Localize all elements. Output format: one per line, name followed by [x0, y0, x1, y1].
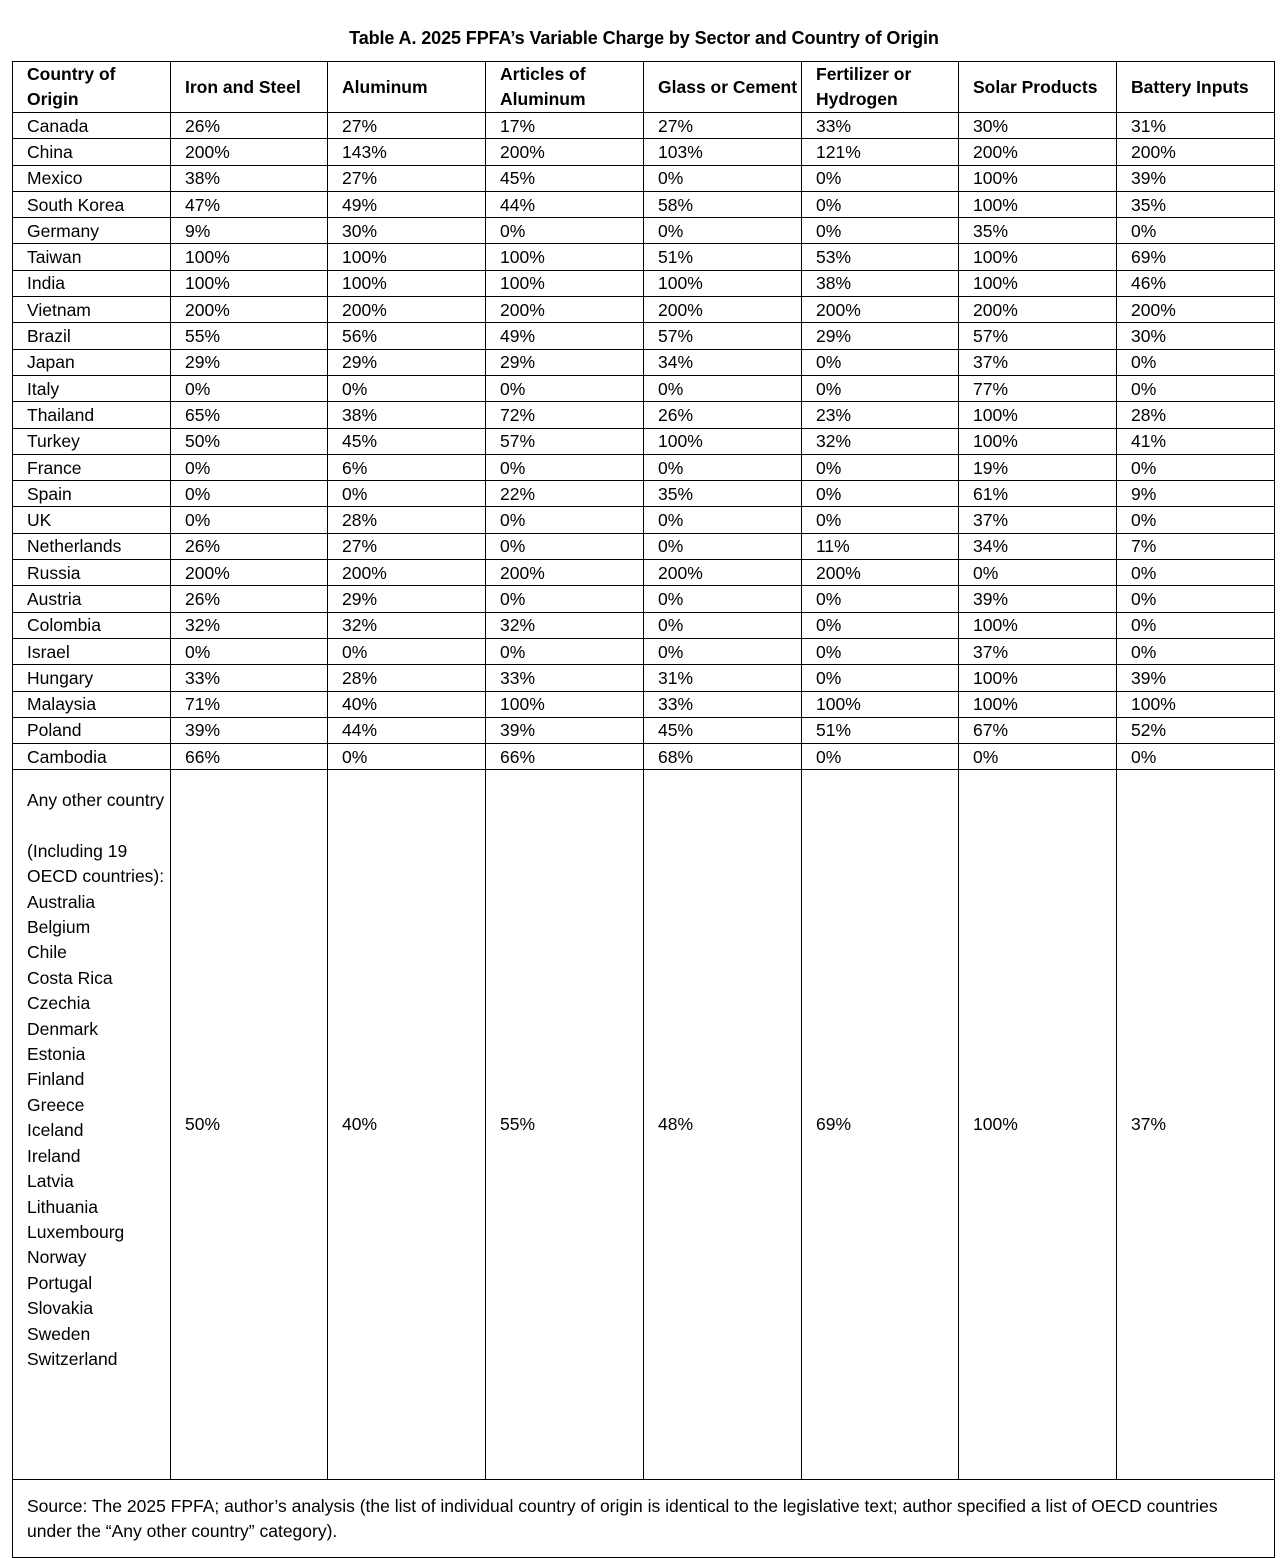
- charge-cell-articles-of-aluminum: 72%: [486, 402, 644, 428]
- charge-cell-fertilizer-or-hydrogen: 100%: [802, 691, 959, 717]
- column-header-glass-or-cement: Glass or Cement: [644, 62, 802, 113]
- charge-cell-battery-inputs: 28%: [1117, 402, 1275, 428]
- charge-cell-glass-or-cement: 68%: [644, 744, 802, 770]
- charge-cell-solar-products: 19%: [959, 454, 1117, 480]
- table-row: [13, 744, 1275, 770]
- charge-cell-solar-products: 37%: [959, 638, 1117, 664]
- country-cell: South Korea: [13, 191, 171, 217]
- charge-cell-battery-inputs: 200%: [1117, 297, 1275, 323]
- charge-cell-solar-products: 100%: [959, 244, 1117, 270]
- charge-cell-battery-inputs: 46%: [1117, 270, 1275, 296]
- charge-cell-solar-products: 100%: [959, 428, 1117, 454]
- charge-cell-battery-inputs: 31%: [1117, 113, 1275, 139]
- oecd-country-item: Chile: [27, 942, 67, 963]
- charge-cell-aluminum: 28%: [328, 665, 486, 691]
- country-cell: Japan: [13, 349, 171, 375]
- charge-cell-solar-products: 61%: [959, 481, 1117, 507]
- charge-cell-articles-of-aluminum: 57%: [486, 428, 644, 454]
- country-cell: Spain: [13, 481, 171, 507]
- table-row: [13, 507, 1275, 533]
- charge-cell-solar-products: 37%: [959, 349, 1117, 375]
- charge-cell-iron-and-steel: 29%: [171, 349, 328, 375]
- country-cell: Russia: [13, 560, 171, 586]
- oecd-country-item: Australia: [27, 891, 96, 912]
- country-cell: Taiwan: [13, 244, 171, 270]
- charge-cell-fertilizer-or-hydrogen: 200%: [802, 560, 959, 586]
- charge-cell-battery-inputs: 7%: [1117, 533, 1275, 559]
- charge-cell-aluminum: 0%: [328, 638, 486, 664]
- charge-cell-solar-products: 67%: [959, 717, 1117, 743]
- charge-cell-fertilizer-or-hydrogen: 0%: [802, 612, 959, 638]
- oecd-country-item: Ireland: [27, 1145, 81, 1166]
- charge-cell-fertilizer-or-hydrogen: 29%: [802, 323, 959, 349]
- other-charge-cell-solar-products: 100%: [959, 770, 1117, 1480]
- any-other-country-label: Any other country: [27, 790, 165, 811]
- charge-cell-iron-and-steel: 0%: [171, 454, 328, 480]
- column-header-iron-and-steel: Iron and Steel: [171, 62, 328, 113]
- charge-cell-iron-and-steel: 200%: [171, 297, 328, 323]
- column-header-battery-inputs: Battery Inputs: [1117, 62, 1275, 113]
- charge-cell-battery-inputs: 0%: [1117, 375, 1275, 401]
- other-charge-cell-articles-of-aluminum: 55%: [486, 770, 644, 1480]
- charge-cell-iron-and-steel: 50%: [171, 428, 328, 454]
- country-cell: India: [13, 270, 171, 296]
- country-cell: Vietnam: [13, 297, 171, 323]
- country-cell: Turkey: [13, 428, 171, 454]
- charge-cell-solar-products: 100%: [959, 691, 1117, 717]
- charge-cell-glass-or-cement: 200%: [644, 297, 802, 323]
- oecd-country-item: Portugal: [27, 1272, 93, 1293]
- charge-cell-aluminum: 45%: [328, 428, 486, 454]
- charge-cell-fertilizer-or-hydrogen: 121%: [802, 139, 959, 165]
- charge-cell-glass-or-cement: 33%: [644, 691, 802, 717]
- charge-cell-articles-of-aluminum: 33%: [486, 665, 644, 691]
- charge-cell-fertilizer-or-hydrogen: 0%: [802, 454, 959, 480]
- oecd-country-item: Luxembourg: [27, 1221, 125, 1242]
- charge-cell-articles-of-aluminum: 200%: [486, 139, 644, 165]
- charge-cell-glass-or-cement: 0%: [644, 638, 802, 664]
- table-row: [13, 586, 1275, 612]
- charge-cell-aluminum: 0%: [328, 744, 486, 770]
- table-row: [13, 244, 1275, 270]
- table-row: [13, 533, 1275, 559]
- charge-cell-solar-products: 57%: [959, 323, 1117, 349]
- charge-cell-iron-and-steel: 55%: [171, 323, 328, 349]
- variable-charge-table: [12, 61, 1275, 1558]
- charge-cell-articles-of-aluminum: 0%: [486, 586, 644, 612]
- table-row: [13, 691, 1275, 717]
- oecd-country-item: Belgium: [27, 917, 91, 938]
- charge-cell-battery-inputs: 69%: [1117, 244, 1275, 270]
- charge-cell-fertilizer-or-hydrogen: 0%: [802, 165, 959, 191]
- table-row: [13, 612, 1275, 638]
- charge-cell-articles-of-aluminum: 0%: [486, 218, 644, 244]
- charge-cell-glass-or-cement: 58%: [644, 191, 802, 217]
- charge-cell-solar-products: 100%: [959, 191, 1117, 217]
- table-row: [13, 270, 1275, 296]
- charge-cell-glass-or-cement: 0%: [644, 454, 802, 480]
- charge-cell-solar-products: 34%: [959, 533, 1117, 559]
- charge-cell-aluminum: 0%: [328, 481, 486, 507]
- other-charge-cell-iron-and-steel: 50%: [171, 770, 328, 1480]
- table-row: [13, 165, 1275, 191]
- table-row: [13, 375, 1275, 401]
- charge-cell-articles-of-aluminum: 0%: [486, 454, 644, 480]
- table-row: [13, 481, 1275, 507]
- charge-cell-fertilizer-or-hydrogen: 33%: [802, 113, 959, 139]
- charge-cell-articles-of-aluminum: 22%: [486, 481, 644, 507]
- charge-cell-glass-or-cement: 0%: [644, 533, 802, 559]
- charge-cell-articles-of-aluminum: 49%: [486, 323, 644, 349]
- table-row: [13, 560, 1275, 586]
- country-cell: Brazil: [13, 323, 171, 349]
- charge-cell-aluminum: 0%: [328, 375, 486, 401]
- charge-cell-iron-and-steel: 100%: [171, 270, 328, 296]
- charge-cell-iron-and-steel: 26%: [171, 113, 328, 139]
- charge-cell-battery-inputs: 0%: [1117, 454, 1275, 480]
- charge-cell-fertilizer-or-hydrogen: 0%: [802, 665, 959, 691]
- charge-cell-aluminum: 27%: [328, 165, 486, 191]
- oecd-country-item: Iceland: [27, 1120, 84, 1141]
- country-cell: Thailand: [13, 402, 171, 428]
- charge-cell-iron-and-steel: 26%: [171, 533, 328, 559]
- charge-cell-fertilizer-or-hydrogen: 38%: [802, 270, 959, 296]
- charge-cell-articles-of-aluminum: 29%: [486, 349, 644, 375]
- charge-cell-articles-of-aluminum: 100%: [486, 691, 644, 717]
- charge-cell-battery-inputs: 0%: [1117, 612, 1275, 638]
- charge-cell-solar-products: 77%: [959, 375, 1117, 401]
- charge-cell-articles-of-aluminum: 66%: [486, 744, 644, 770]
- oecd-country-item: Czechia: [27, 993, 91, 1014]
- source-row: [13, 1480, 1275, 1558]
- charge-cell-aluminum: 200%: [328, 297, 486, 323]
- charge-cell-battery-inputs: 39%: [1117, 165, 1275, 191]
- charge-cell-aluminum: 28%: [328, 507, 486, 533]
- table-row: [13, 139, 1275, 165]
- oecd-note: (Including 19 OECD countries):: [27, 840, 165, 887]
- charge-cell-solar-products: 0%: [959, 744, 1117, 770]
- charge-cell-aluminum: 27%: [328, 113, 486, 139]
- charge-cell-fertilizer-or-hydrogen: 32%: [802, 428, 959, 454]
- charge-cell-articles-of-aluminum: 39%: [486, 717, 644, 743]
- charge-cell-battery-inputs: 0%: [1117, 744, 1275, 770]
- table-row: [13, 349, 1275, 375]
- charge-cell-glass-or-cement: 100%: [644, 428, 802, 454]
- charge-cell-aluminum: 100%: [328, 244, 486, 270]
- charge-cell-iron-and-steel: 32%: [171, 612, 328, 638]
- charge-cell-iron-and-steel: 9%: [171, 218, 328, 244]
- charge-cell-iron-and-steel: 200%: [171, 560, 328, 586]
- country-cell: Poland: [13, 717, 171, 743]
- charge-cell-fertilizer-or-hydrogen: 0%: [802, 481, 959, 507]
- charge-cell-iron-and-steel: 0%: [171, 638, 328, 664]
- any-other-country-cell: [13, 770, 171, 1480]
- charge-cell-battery-inputs: 0%: [1117, 218, 1275, 244]
- other-charge-cell-fertilizer-or-hydrogen: 69%: [802, 770, 959, 1480]
- charge-cell-glass-or-cement: 0%: [644, 586, 802, 612]
- oecd-country-item: Switzerland: [27, 1348, 118, 1369]
- charge-cell-fertilizer-or-hydrogen: 51%: [802, 717, 959, 743]
- header-row: [13, 62, 1275, 113]
- charge-cell-aluminum: 56%: [328, 323, 486, 349]
- charge-cell-aluminum: 44%: [328, 717, 486, 743]
- table-row: [13, 717, 1275, 743]
- charge-cell-articles-of-aluminum: 45%: [486, 165, 644, 191]
- charge-cell-solar-products: 100%: [959, 665, 1117, 691]
- column-header-articles-of-aluminum: Articles of Aluminum: [486, 62, 644, 113]
- charge-cell-iron-and-steel: 100%: [171, 244, 328, 270]
- charge-cell-fertilizer-or-hydrogen: 0%: [802, 744, 959, 770]
- charge-cell-glass-or-cement: 31%: [644, 665, 802, 691]
- other-charge-cell-glass-or-cement: 48%: [644, 770, 802, 1480]
- charge-cell-aluminum: 30%: [328, 218, 486, 244]
- table-row: [13, 638, 1275, 664]
- oecd-country-item: Norway: [27, 1247, 87, 1268]
- charge-cell-iron-and-steel: 39%: [171, 717, 328, 743]
- charge-cell-fertilizer-or-hydrogen: 23%: [802, 402, 959, 428]
- charge-cell-iron-and-steel: 47%: [171, 191, 328, 217]
- charge-cell-battery-inputs: 9%: [1117, 481, 1275, 507]
- charge-cell-glass-or-cement: 0%: [644, 507, 802, 533]
- charge-cell-battery-inputs: 0%: [1117, 586, 1275, 612]
- charge-cell-battery-inputs: 100%: [1117, 691, 1275, 717]
- charge-cell-fertilizer-or-hydrogen: 0%: [802, 349, 959, 375]
- charge-cell-glass-or-cement: 0%: [644, 218, 802, 244]
- table-row: [13, 428, 1275, 454]
- charge-cell-fertilizer-or-hydrogen: 0%: [802, 191, 959, 217]
- charge-cell-battery-inputs: 0%: [1117, 638, 1275, 664]
- country-cell: Cambodia: [13, 744, 171, 770]
- oecd-country-item: Costa Rica: [27, 967, 113, 988]
- charge-cell-fertilizer-or-hydrogen: 0%: [802, 218, 959, 244]
- country-cell: China: [13, 139, 171, 165]
- charge-cell-articles-of-aluminum: 200%: [486, 560, 644, 586]
- charge-cell-battery-inputs: 30%: [1117, 323, 1275, 349]
- charge-cell-fertilizer-or-hydrogen: 53%: [802, 244, 959, 270]
- charge-cell-solar-products: 100%: [959, 402, 1117, 428]
- charge-cell-solar-products: 100%: [959, 612, 1117, 638]
- charge-cell-glass-or-cement: 103%: [644, 139, 802, 165]
- charge-cell-aluminum: 27%: [328, 533, 486, 559]
- table-row: [13, 218, 1275, 244]
- charge-cell-fertilizer-or-hydrogen: 0%: [802, 507, 959, 533]
- charge-cell-fertilizer-or-hydrogen: 11%: [802, 533, 959, 559]
- country-cell: Mexico: [13, 165, 171, 191]
- charge-cell-articles-of-aluminum: 44%: [486, 191, 644, 217]
- charge-cell-aluminum: 49%: [328, 191, 486, 217]
- charge-cell-articles-of-aluminum: 0%: [486, 638, 644, 664]
- oecd-country-item: Sweden: [27, 1323, 91, 1344]
- table-row: [13, 297, 1275, 323]
- charge-cell-aluminum: 38%: [328, 402, 486, 428]
- oecd-country-item: Latvia: [27, 1171, 74, 1192]
- country-cell: Colombia: [13, 612, 171, 638]
- charge-cell-glass-or-cement: 0%: [644, 612, 802, 638]
- charge-cell-iron-and-steel: 0%: [171, 375, 328, 401]
- charge-cell-aluminum: 100%: [328, 270, 486, 296]
- charge-cell-solar-products: 0%: [959, 560, 1117, 586]
- charge-cell-solar-products: 200%: [959, 297, 1117, 323]
- charge-cell-articles-of-aluminum: 0%: [486, 507, 644, 533]
- other-charge-cell-battery-inputs: 37%: [1117, 770, 1275, 1480]
- charge-cell-battery-inputs: 0%: [1117, 349, 1275, 375]
- charge-cell-aluminum: 143%: [328, 139, 486, 165]
- column-header-fertilizer-or-hydrogen: Fertilizer or Hydrogen: [802, 62, 959, 113]
- charge-cell-glass-or-cement: 100%: [644, 270, 802, 296]
- charge-cell-iron-and-steel: 66%: [171, 744, 328, 770]
- charge-cell-battery-inputs: 52%: [1117, 717, 1275, 743]
- charge-cell-solar-products: 35%: [959, 218, 1117, 244]
- charge-cell-solar-products: 30%: [959, 113, 1117, 139]
- oecd-country-item: Estonia: [27, 1044, 86, 1065]
- charge-cell-solar-products: 100%: [959, 165, 1117, 191]
- charge-cell-iron-and-steel: 0%: [171, 507, 328, 533]
- charge-cell-aluminum: 6%: [328, 454, 486, 480]
- charge-cell-fertilizer-or-hydrogen: 0%: [802, 375, 959, 401]
- charge-cell-aluminum: 200%: [328, 560, 486, 586]
- charge-cell-articles-of-aluminum: 17%: [486, 113, 644, 139]
- charge-cell-solar-products: 37%: [959, 507, 1117, 533]
- charge-cell-aluminum: 29%: [328, 586, 486, 612]
- charge-cell-articles-of-aluminum: 0%: [486, 375, 644, 401]
- charge-cell-solar-products: 39%: [959, 586, 1117, 612]
- charge-cell-aluminum: 40%: [328, 691, 486, 717]
- charge-cell-articles-of-aluminum: 100%: [486, 244, 644, 270]
- charge-cell-articles-of-aluminum: 0%: [486, 533, 644, 559]
- country-cell: Netherlands: [13, 533, 171, 559]
- charge-cell-aluminum: 32%: [328, 612, 486, 638]
- charge-cell-glass-or-cement: 0%: [644, 165, 802, 191]
- charge-cell-iron-and-steel: 200%: [171, 139, 328, 165]
- table-row: [13, 191, 1275, 217]
- table-row: [13, 665, 1275, 691]
- charge-cell-iron-and-steel: 33%: [171, 665, 328, 691]
- charge-cell-iron-and-steel: 38%: [171, 165, 328, 191]
- country-cell: Malaysia: [13, 691, 171, 717]
- charge-cell-glass-or-cement: 0%: [644, 375, 802, 401]
- oecd-country-item: Slovakia: [27, 1298, 94, 1319]
- charge-cell-glass-or-cement: 200%: [644, 560, 802, 586]
- charge-cell-battery-inputs: 0%: [1117, 507, 1275, 533]
- column-header-solar-products: Solar Products: [959, 62, 1117, 113]
- column-header-aluminum: Aluminum: [328, 62, 486, 113]
- country-cell: France: [13, 454, 171, 480]
- oecd-country-list: [27, 839, 170, 1373]
- oecd-country-item: Greece: [27, 1094, 85, 1115]
- charge-cell-glass-or-cement: 35%: [644, 481, 802, 507]
- charge-cell-glass-or-cement: 57%: [644, 323, 802, 349]
- any-other-country-row: [13, 770, 1275, 1480]
- charge-cell-fertilizer-or-hydrogen: 200%: [802, 297, 959, 323]
- charge-cell-solar-products: 200%: [959, 139, 1117, 165]
- other-charge-cell-aluminum: 40%: [328, 770, 486, 1480]
- oecd-country-item: Lithuania: [27, 1196, 99, 1217]
- charge-cell-fertilizer-or-hydrogen: 0%: [802, 638, 959, 664]
- country-cell: Germany: [13, 218, 171, 244]
- charge-cell-aluminum: 29%: [328, 349, 486, 375]
- country-cell: Hungary: [13, 665, 171, 691]
- charge-cell-iron-and-steel: 0%: [171, 481, 328, 507]
- oecd-country-item: Finland: [27, 1069, 85, 1090]
- charge-cell-glass-or-cement: 27%: [644, 113, 802, 139]
- charge-cell-articles-of-aluminum: 100%: [486, 270, 644, 296]
- table-row: [13, 323, 1275, 349]
- charge-cell-battery-inputs: 39%: [1117, 665, 1275, 691]
- charge-cell-glass-or-cement: 26%: [644, 402, 802, 428]
- country-cell: Canada: [13, 113, 171, 139]
- charge-cell-iron-and-steel: 65%: [171, 402, 328, 428]
- country-cell: Austria: [13, 586, 171, 612]
- charge-cell-glass-or-cement: 51%: [644, 244, 802, 270]
- table-row: [13, 113, 1275, 139]
- charge-cell-articles-of-aluminum: 200%: [486, 297, 644, 323]
- oecd-country-item: Denmark: [27, 1018, 98, 1039]
- charge-cell-articles-of-aluminum: 32%: [486, 612, 644, 638]
- table-row: [13, 454, 1275, 480]
- charge-cell-iron-and-steel: 26%: [171, 586, 328, 612]
- charge-cell-fertilizer-or-hydrogen: 0%: [802, 586, 959, 612]
- country-cell: Italy: [13, 375, 171, 401]
- table-row: [13, 402, 1275, 428]
- table-title: Table A. 2025 FPFA’s Variable Charge by Sector and Country of Origin: [349, 28, 939, 48]
- country-cell: UK: [13, 507, 171, 533]
- country-cell: Israel: [13, 638, 171, 664]
- charge-cell-battery-inputs: 41%: [1117, 428, 1275, 454]
- column-header-country-of-origin: Country of Origin: [13, 62, 171, 113]
- charge-cell-battery-inputs: 200%: [1117, 139, 1275, 165]
- source-note: Source: The 2025 FPFA; author’s analysis (the list of individual country of origin is identical to the legislative text; author specified a list of OECD countries under the “Any other country” category).: [13, 1480, 1275, 1558]
- charge-cell-iron-and-steel: 71%: [171, 691, 328, 717]
- charge-cell-glass-or-cement: 45%: [644, 717, 802, 743]
- charge-cell-solar-products: 100%: [959, 270, 1117, 296]
- charge-cell-battery-inputs: 0%: [1117, 560, 1275, 586]
- charge-cell-battery-inputs: 35%: [1117, 191, 1275, 217]
- charge-cell-glass-or-cement: 34%: [644, 349, 802, 375]
